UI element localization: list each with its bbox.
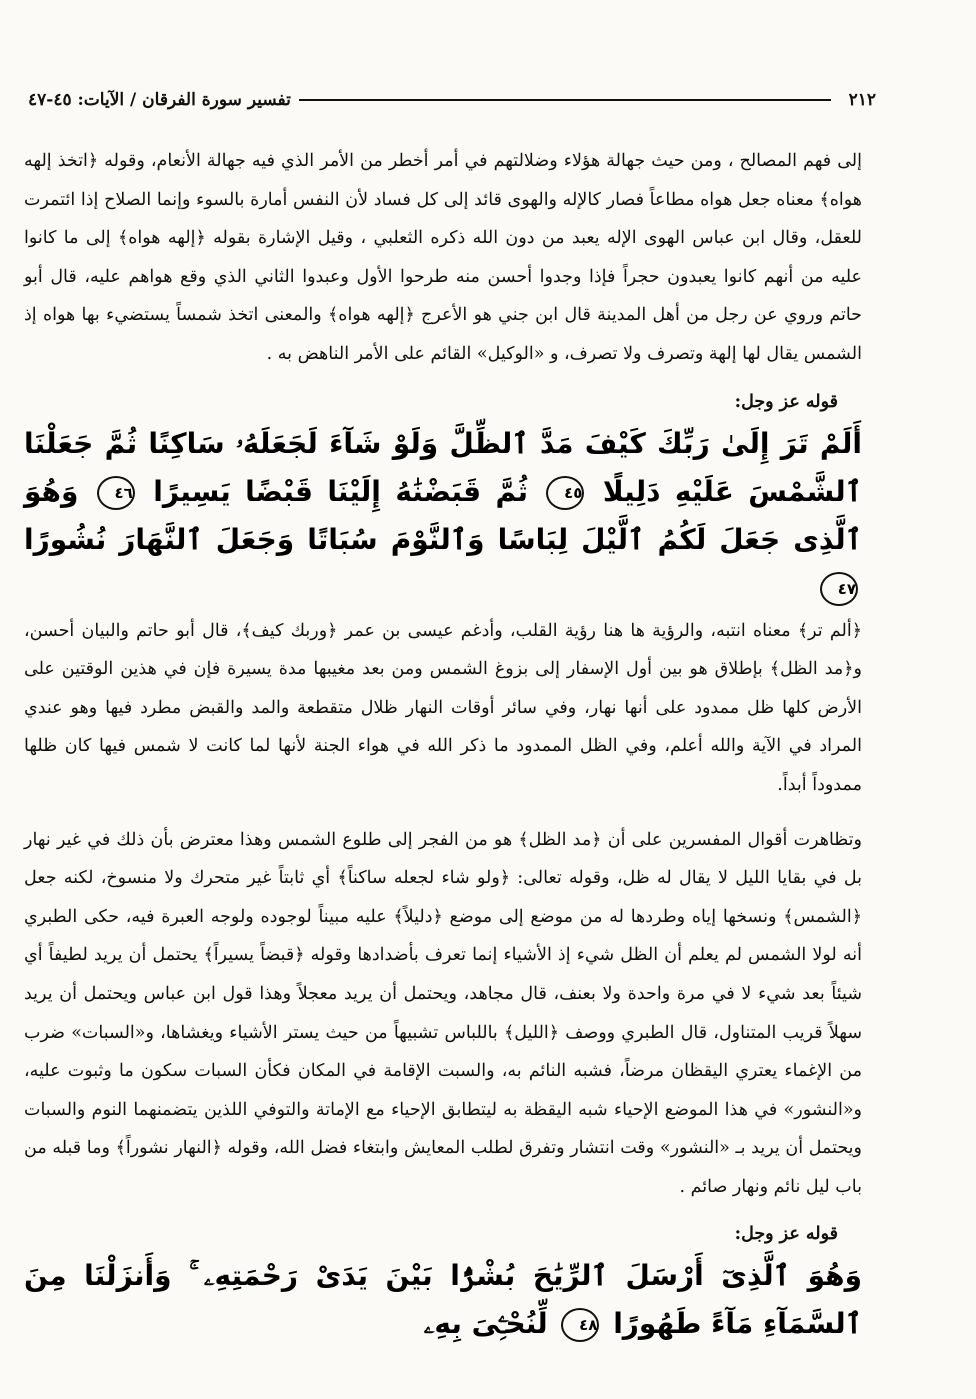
quran-verse-block-2 <box>24 1252 862 1348</box>
running-title: تفسير سورة الفرقان / الآيات: ٤٥-٤٧ <box>28 90 291 110</box>
ayah-marker-46: ٤٦ <box>97 476 135 510</box>
ayah-marker-47: ٤٧ <box>820 572 858 606</box>
verse-47-text: وَهُوَ ٱلَّذِى جَعَلَ لَكُمُ ٱلَّيْلَ لِبَاسًا وَٱلنَّوْمَ سُبَاتًا وَجَعَلَ ٱلنَّهَارَ نُشُورًا <box>24 474 862 556</box>
ayah-marker-48: ٤٨ <box>561 1308 599 1342</box>
verse-46-text: ثُمَّ قَبَضْنَٰهُ إِلَيْنَا قَبْضًا يَسِيرًا <box>153 474 528 508</box>
paragraph-commentary-1: ﴿ألم تر﴾ معناه انتبه، والرؤية ها هنا رؤية القلب، وأدغم عيسى بن عمر ﴿وربك كيف﴾، قال أبو حاتم والبيان أحسن، و﴿مد الظل﴾ بإطلاق هو بين أول الإسفار إلى بزوغ الشمس ومن بعد مغيبها مدة يسيرة فإن في هذين الوقتين على الأرض كلها ظل ممدود على أنها نهار، وفي سائر أوقات النهار ظلال متقطعة والمد والقبض مطرد فيها وهو عندي المراد في الآية والله أعلم، وفي الظل الممدود ما ذكر الله في هواء الجنة لأنها لما كانت لا شمس فيها كان ظلها ممدوداً أبداً. <box>24 620 862 795</box>
quran-verse-block <box>24 420 862 612</box>
section-label: قوله عز وجل: <box>734 391 838 412</box>
running-header <box>28 86 876 114</box>
section-label-2: قوله عز وجل: <box>734 1224 838 1245</box>
verse-48-text: وَهُوَ ٱلَّذِىٓ أَرْسَلَ ٱلرِّيَٰحَ بُشْرًۢا بَيْنَ يَدَىْ رَحْمَتِهِۦ ۚ وَأَنزَلْنَا مِنَ ٱلسَّمَآءِ مَآءً طَهُورًا <box>24 1259 862 1341</box>
paragraph-commentary-2: وتظاهرت أقوال المفسرين على أن ﴿مد الظل﴾ هو من الفجر إلى طلوع الشمس وهذا معترض بأن ذلك في غير نهار بل في بقايا الليل لا يقال له ظل، وقوله تعالى: ﴿ولو شاء لجعله ساكناً﴾ أي ثابتاً غير متحرك ولا منسوخ، لكنه جعل ﴿الشمس﴾ ونسخها إياه وطردها له من موضع إلى موضع ﴿دليلاً﴾ عليه مبيناً لوجوده ولوجه العبرة فيه، حكى الطبري أنه لولا الشمس لم يعلم أن الظل شيء إذ الأشياء إنما تعرف بأضدادها وقوله ﴿قبضاً يسيراً﴾ يحتمل أن يريد لطيفاً أي شيئاً بعد شيء لا في مرة واحدة ولا بعنف، قال مجاهد، ويحتمل أن يريد معجلاً وهذا قول ابن عباس ويحتمل أن يريد سهلاً قريب المتناول، قال الطبري ووصف ﴿الليل﴾ باللباس تشبيهاً من حيث يستر الأشياء ويغشاها، و«السبات» ضرب من الإغماء يعتري اليقظان مرضاً، فشبه النائم به، والسبت الإقامة في المكان فكأن السبات سكون ما وثبوت عليه، و«النشور» في هذا الموضع الإحياء شبه اليقظة به ليتطابق الإحياء مع الإماتة والتوفي اللذين يتضمنهما النوم والسبات ويحتمل أن يريد بـ «النشور» وقت انتشار وتفرق لطلب المعايش وابتغاء فضل الله، وقوله ﴿النهار نشوراً﴾ وما قبله من باب ليل نائم ونهار صائم . <box>24 829 862 1197</box>
verse-45-text: أَلَمْ تَرَ إِلَىٰ رَبِّكَ كَيْفَ مَدَّ ٱلظِّلَّ وَلَوْ شَآءَ لَجَعَلَهُۥ سَاكِنًا ثُمَّ جَعَلْنَا ٱلشَّمْسَ عَلَيْهِ دَلِيلًا <box>24 426 863 508</box>
verse-49-start: لِّنُحْـِۧىَ بِهِۦ <box>423 1307 548 1341</box>
header-rule <box>299 99 831 101</box>
page-content <box>24 142 862 1348</box>
ayah-marker-45: ٤٥ <box>546 476 584 510</box>
paragraph-intro: إلى فهم المصالح ، ومن حيث جهالة هؤلاء وضلالتهم في أمر أخطر من الأمر الذي فيه جهالة الأنعام، وقوله ﴿اتخذ إلهه هواه﴾ معناه جعل هواه مطاعاً فصار كالإله والهوى قائد إلى كل فساد لأن النفس أمارة بالسوء وإنما الصلاح إذا ائتمرت للعقل، وقال ابن عباس الهوى الإله يعبد من دون الله ذكره الثعلبي ، وقيل الإشارة بقوله ﴿إلهه هواه﴾ إلى ما كانوا عليه من أنهم كانوا يعبدون حجراً فإذا وجدوا أحسن منه طرحوا الأول وعبدوا الثاني الذي وقع هواهم عليه، قال أبو حاتم وروي عن رجل من أهل المدينة قال ابن جني هو الأعرج ﴿إلهه هواه﴾ والمعنى اتخذ شمساً يستضيء بها هواه إذ الشمس يقال لها إلهة وتصرف ولا تصرف، و «الوكيل» القائم على الأمر الناهض به . <box>24 151 862 364</box>
page-number: ٢١٢ <box>848 90 876 110</box>
